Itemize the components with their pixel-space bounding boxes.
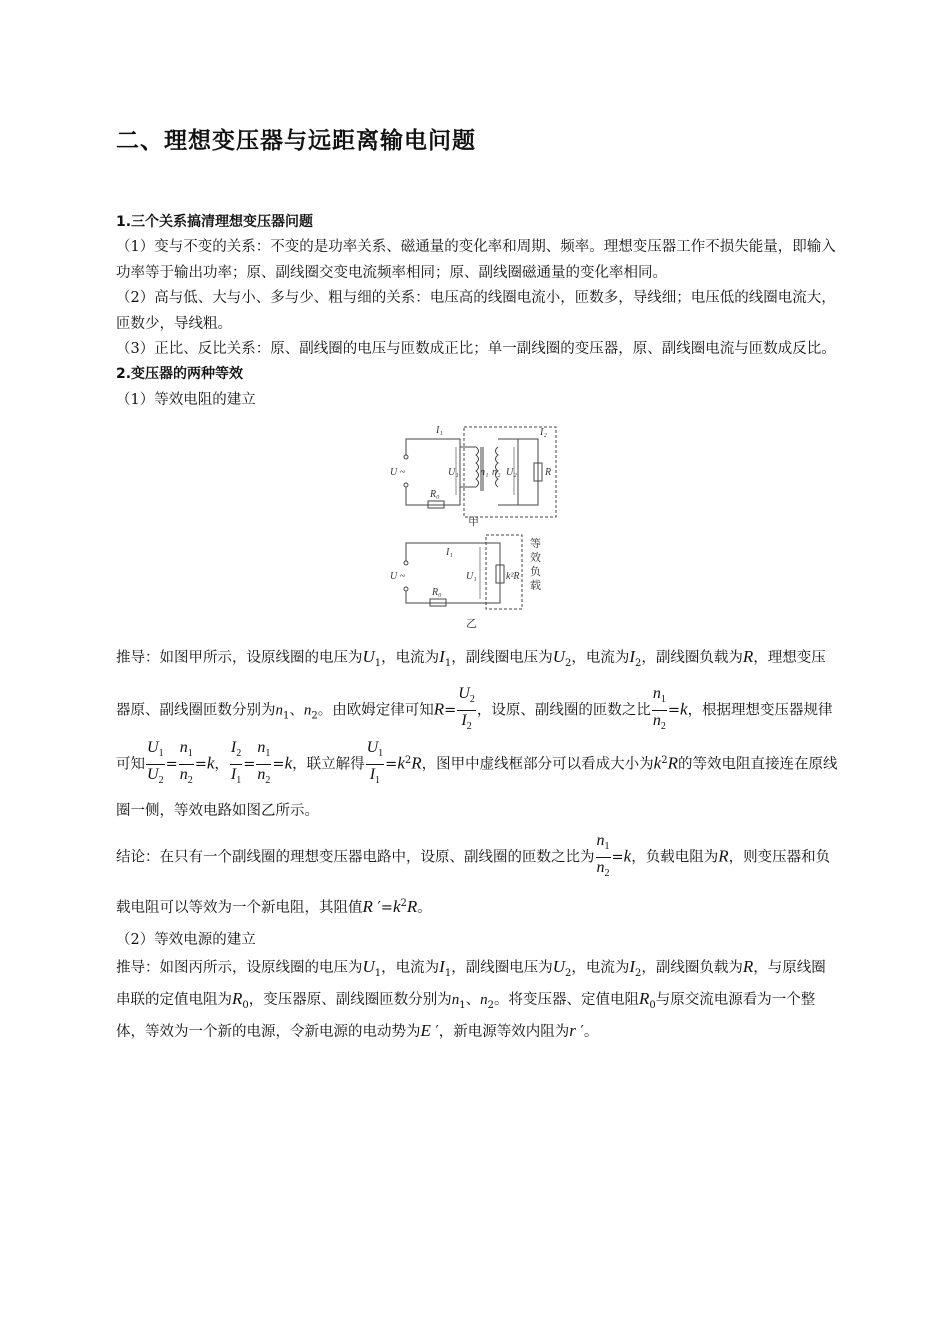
document-body (116, 210, 840, 1046)
subheading-equivalent-resistance: （1）等效电阻的建立 (116, 391, 256, 408)
conclusion-paragraph: 结论：在只有一个副线圈的理想变压器电路中，设原、副线圈的匝数之比为 $\frac{n_1}{n_2}$ =k，负载电阻为R，则变压器和负载电阻可以等效为一个新电阻，其阻值R $'=k^2R$。 (116, 831, 831, 917)
derivation-paragraph-1: 推导：如图甲所示，设原线圈的电压为$U_1$，电流为$I_1$，副线圈电压为$U_2$，电流为$I_2$，副线圈负载为R，理想变压器原、副线圈匝数分别为$n_1$、$n_2$。由欧姆定律可知R= $\frac{U_2}{I_2}$ ，设原、副线圈的匝数之比 $\frac{n_1}{n_2}$ =k，根据理想变压器规律可知 $\frac{U_1}{U_2}$ = $\frac{n_1}{n_2}$ =k， $\frac{I_2}{I_1}$ = $\frac{n_1}{n_2}$ =k，联立解得 $\frac{U_1}{I_1}$ $=k^2R$，图甲中虚线框部分可以看成大小为$k^2R$的等效电阻直接连在原线圈一侧，等效电路如图乙所示。 (116, 647, 838, 819)
label-yi-u1: U₁ (466, 571, 477, 583)
page-title: 二、理想变压器与远距离输电问题 (116, 128, 476, 154)
circuit-figure-jia (388, 417, 560, 527)
label-u-source: U ~ (390, 467, 406, 479)
paragraph-1: （1）变与不变的关系：不变的是功率关系、磁通量的变化率和周期、频率。理想变压器工作不损失能量，即输入功率等于输出功率；原、副线圈交变电流频率相同；原、副线圈磁通量的变化率相同。 (116, 239, 836, 281)
paragraph-2: （2）高与低、大与小、多与少、粗与细的关系：电压高的线圈电流小，匝数多，导线细；电压低的线圈电流大，匝数少，导线粗。 (116, 290, 836, 332)
figure-caption-yi: 乙 (466, 617, 477, 631)
label-r0: R₀ (430, 489, 440, 501)
label-u2: U₂ (506, 467, 517, 479)
label-i2: I₂ (540, 427, 547, 439)
label-yi-r0: R₀ (432, 587, 442, 599)
label-u1: U₁ (448, 467, 459, 479)
side-text-3: 负 (530, 565, 541, 579)
section-heading-1: 1.三个关系搞清理想变压器问题 (116, 214, 314, 230)
label-i1: I₁ (436, 425, 443, 437)
circuit-figure-yi (388, 533, 560, 631)
figure-caption-jia: 甲 (468, 515, 479, 528)
label-yi-i1: I₁ (446, 547, 453, 559)
label-r: R (545, 467, 552, 479)
subheading-equivalent-source: （2）等效电源的建立 (116, 932, 256, 949)
side-text-2: 效 (530, 551, 541, 565)
paragraph-3: （3）正比、反比关系：原、副线圈的电压与匝数成正比；单一副线圈的变压器，原、副线圈电流与匝数成反比。 (116, 341, 836, 358)
label-n1: n₁ (480, 467, 489, 479)
label-yi-u-source: U ~ (390, 571, 406, 583)
label-n2: n₂ (492, 467, 501, 479)
label-yi-k2r: k²R (506, 571, 520, 583)
section-heading-2: 2.变压器的两种等效 (116, 366, 244, 383)
side-text-1: 等 (530, 537, 541, 551)
side-text-4: 载 (530, 579, 541, 593)
derivation-paragraph-2: 推导：如图丙所示，设原线圈的电压为$U_1$，电流为$I_1$，副线圈电压为$U_2$，电流为$I_2$，副线圈负载为R，与原线圈串联的定值电阻为$R_0$，变压器原、副线圈匝数分别为$n_1$、$n_2$。将变压器、定值电阻$R_0$与原交流电源看为一个整体，等效为一个新的电源，令新电源的电动势为E ′，新电源等效内阻为r ′。 (116, 956, 826, 1041)
